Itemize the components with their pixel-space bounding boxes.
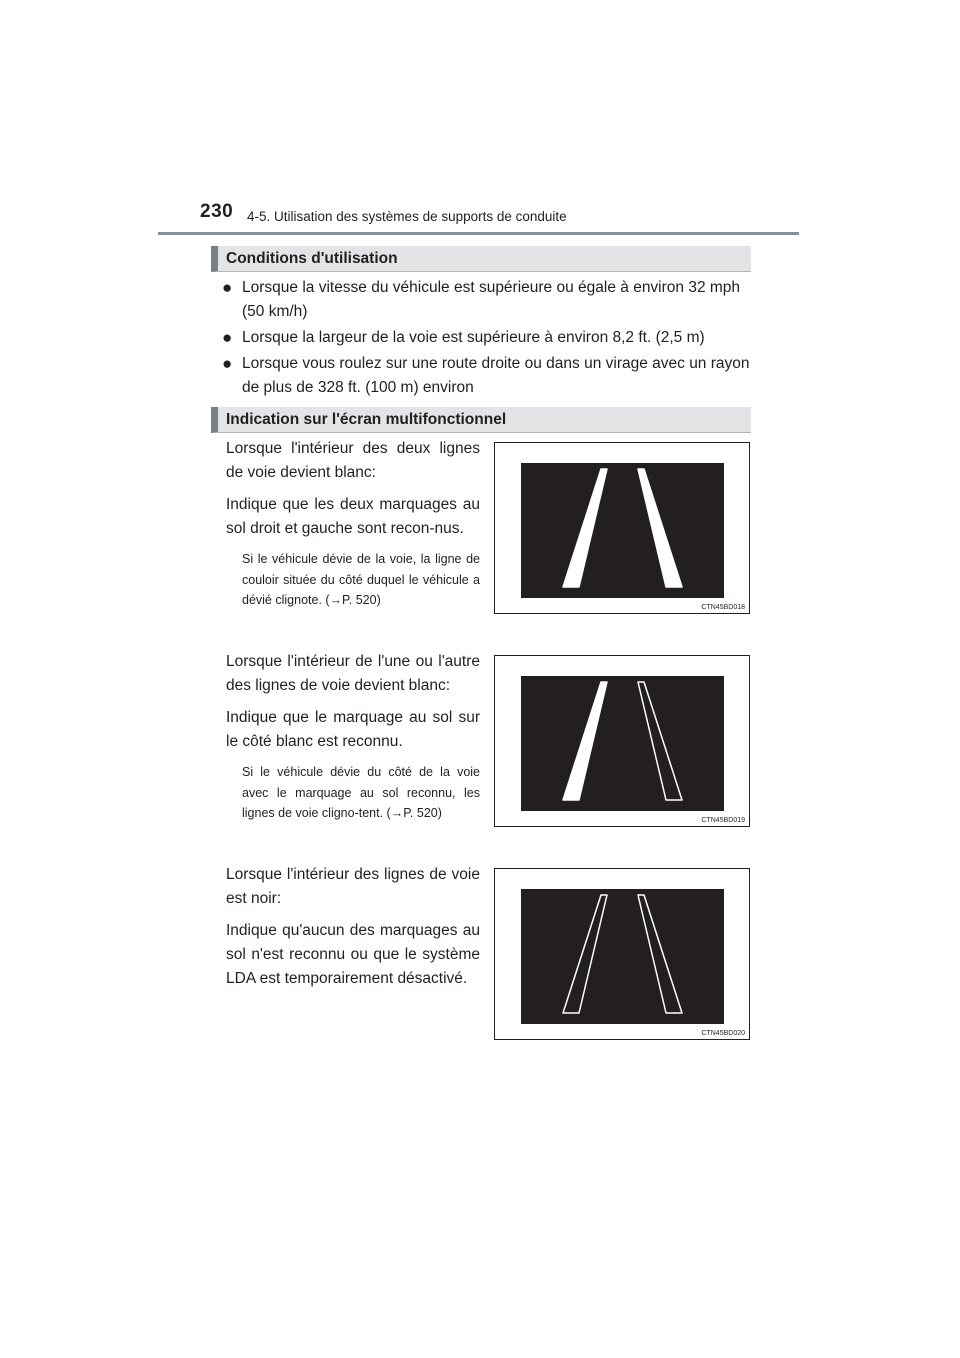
list-item — [222, 276, 752, 324]
right-lane-line — [638, 469, 682, 587]
indication-block-one — [226, 650, 480, 824]
conditions-list — [222, 276, 752, 402]
page-number: 230 — [200, 201, 234, 222]
lane-lines — [521, 676, 724, 811]
list-item-text: Lorsque la largeur de la voie est supérieure à environ 8,2 ft. (2,5 m) — [242, 329, 705, 346]
list-item — [222, 352, 752, 400]
indication-block-both — [226, 437, 480, 611]
section-heading-conditions: Conditions d'utilisation — [211, 246, 751, 272]
chapter-title: 4-5. Utilisation des systèmes de supports de conduite — [247, 209, 567, 224]
meaning-text: Indique que les deux marquages au sol droit et gauche sont recon-nus. — [226, 496, 480, 537]
condition-text: Lorsque l'intérieur des lignes de voie est noir: — [226, 866, 480, 907]
list-item — [222, 326, 752, 350]
figure-one-lane — [494, 655, 750, 827]
note-text: Si le véhicule dévie de la voie, la ligne de couloir située du côté duquel le véhicule a dévié clignote. (→P. 520) — [242, 552, 480, 607]
figure-code: CTN45BD019 — [701, 817, 745, 824]
lane-lines — [521, 463, 724, 598]
right-lane-line — [638, 682, 682, 800]
bullet-icon: ● — [222, 278, 233, 297]
display-screen — [521, 463, 724, 598]
display-screen — [521, 889, 724, 1024]
right-lane-line — [638, 895, 682, 1013]
lane-lines — [521, 889, 724, 1024]
meaning-text: Indique qu'aucun des marquages au sol n'est reconnu ou que le système LDA est temporairement désactivé. — [226, 922, 480, 987]
figure-both-lanes — [494, 442, 750, 614]
list-item-text: Lorsque la vitesse du véhicule est supérieure ou égale à environ 32 mph (50 km/h) — [242, 279, 741, 320]
condition-text: Lorsque l'intérieur de l'une ou l'autre des lignes de voie devient blanc: — [226, 653, 480, 694]
list-item-text: Lorsque vous roulez sur une route droite ou dans un virage avec un rayon de plus de 328 ft. (100 m) environ — [242, 355, 750, 396]
figure-no-lane — [494, 868, 750, 1040]
condition-text: Lorsque l'intérieur des deux lignes de voie devient blanc: — [226, 440, 480, 481]
bullet-icon: ● — [222, 328, 233, 347]
indication-block-none — [226, 863, 480, 999]
bullet-icon: ● — [222, 354, 233, 373]
left-lane-line — [563, 895, 607, 1013]
left-lane-line — [563, 682, 607, 800]
section-heading-indication: Indication sur l'écran multifonctionnel — [211, 407, 751, 433]
figure-code: CTN45BD018 — [701, 604, 745, 611]
note-text: Si le véhicule dévie du côté de la voie avec le marquage au sol reconnu, les lignes de voie cligno-tent. (→P. 520) — [242, 765, 480, 820]
left-lane-line — [563, 469, 607, 587]
figure-code: CTN45BD020 — [701, 1030, 745, 1037]
meaning-text: Indique que le marquage au sol sur le côté blanc est reconnu. — [226, 709, 480, 750]
header-rule — [158, 232, 799, 235]
display-screen — [521, 676, 724, 811]
